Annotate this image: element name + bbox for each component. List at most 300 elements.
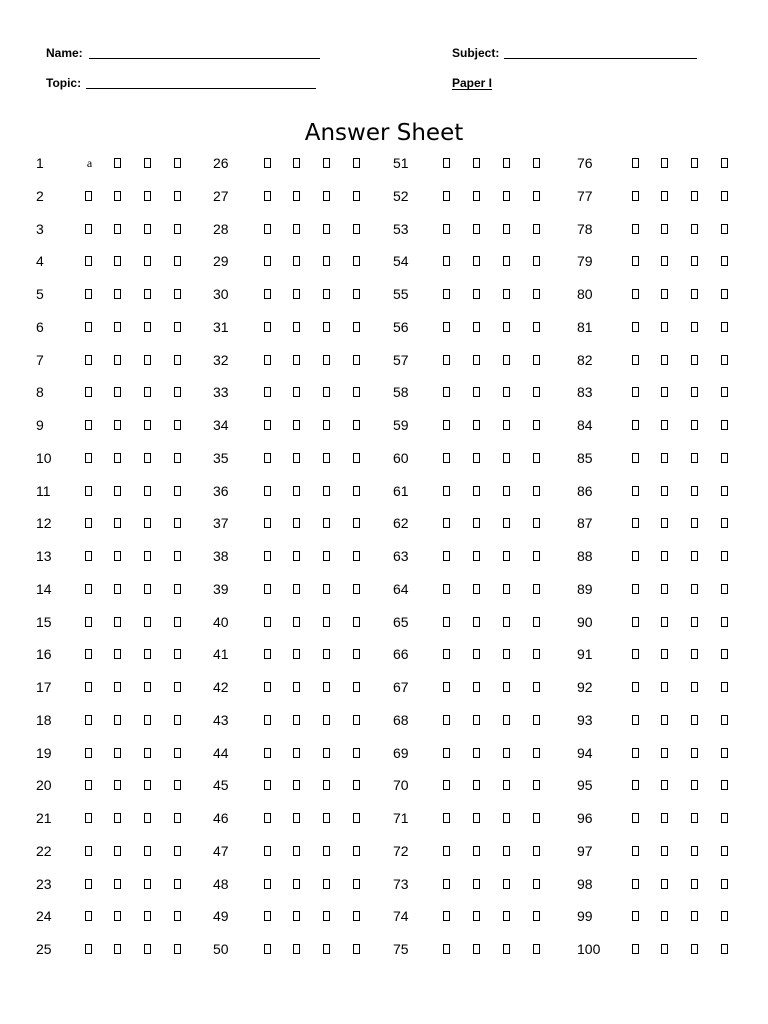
answer-option-box[interactable] [293, 486, 300, 496]
answer-option-box[interactable] [691, 813, 698, 823]
answer-option-box[interactable] [661, 584, 668, 594]
answer-option-box[interactable] [353, 780, 360, 790]
answer-option-box[interactable] [174, 911, 181, 921]
answer-option-box[interactable] [721, 453, 728, 463]
answer-option-box[interactable] [473, 224, 480, 234]
answer-option-box[interactable] [353, 256, 360, 266]
answer-option-box[interactable] [174, 355, 181, 365]
answer-option-box[interactable] [443, 453, 450, 463]
answer-option-box[interactable] [114, 355, 121, 365]
answer-option-box[interactable] [144, 879, 151, 889]
answer-option-box[interactable] [144, 420, 151, 430]
answer-option-box[interactable] [533, 322, 540, 332]
answer-option-box[interactable] [293, 748, 300, 758]
answer-option-box[interactable] [323, 911, 330, 921]
answer-option-box[interactable] [661, 289, 668, 299]
answer-option-box[interactable] [533, 584, 540, 594]
answer-option-box[interactable] [473, 486, 480, 496]
answer-option-box[interactable] [533, 551, 540, 561]
answer-option-box[interactable] [323, 649, 330, 659]
answer-option-box[interactable] [473, 551, 480, 561]
answer-option-box[interactable] [174, 322, 181, 332]
answer-option-box[interactable] [443, 518, 450, 528]
answer-option-box[interactable] [533, 387, 540, 397]
answer-option-box[interactable] [661, 682, 668, 692]
answer-option-box[interactable] [114, 813, 121, 823]
marked-answer[interactable]: a [86, 156, 93, 170]
answer-option-box[interactable] [264, 911, 271, 921]
answer-option-box[interactable] [721, 649, 728, 659]
answer-option-box[interactable] [632, 355, 639, 365]
answer-option-box[interactable] [443, 322, 450, 332]
answer-option-box[interactable] [503, 486, 510, 496]
answer-option-box[interactable] [632, 944, 639, 954]
answer-option-box[interactable] [691, 715, 698, 725]
answer-option-box[interactable] [632, 518, 639, 528]
answer-option-box[interactable] [443, 224, 450, 234]
answer-option-box[interactable] [503, 551, 510, 561]
answer-option-box[interactable] [144, 617, 151, 627]
answer-option-box[interactable] [473, 158, 480, 168]
answer-option-box[interactable] [473, 682, 480, 692]
answer-option-box[interactable] [691, 748, 698, 758]
answer-option-box[interactable] [691, 355, 698, 365]
answer-option-box[interactable] [85, 420, 92, 430]
answer-option-box[interactable] [632, 322, 639, 332]
answer-option-box[interactable] [473, 322, 480, 332]
answer-option-box[interactable] [293, 944, 300, 954]
answer-option-box[interactable] [293, 879, 300, 889]
answer-option-box[interactable] [721, 879, 728, 889]
answer-option-box[interactable] [661, 551, 668, 561]
answer-option-box[interactable] [503, 453, 510, 463]
answer-option-box[interactable] [114, 715, 121, 725]
answer-option-box[interactable] [293, 224, 300, 234]
answer-option-box[interactable] [144, 289, 151, 299]
answer-option-box[interactable] [144, 649, 151, 659]
answer-option-box[interactable] [691, 879, 698, 889]
answer-option-box[interactable] [264, 289, 271, 299]
answer-option-box[interactable] [443, 649, 450, 659]
answer-option-box[interactable] [533, 289, 540, 299]
answer-option-box[interactable] [721, 584, 728, 594]
answer-option-box[interactable] [174, 584, 181, 594]
answer-option-box[interactable] [264, 158, 271, 168]
answer-option-box[interactable] [114, 453, 121, 463]
answer-option-box[interactable] [144, 256, 151, 266]
answer-option-box[interactable] [174, 649, 181, 659]
answer-option-box[interactable] [661, 486, 668, 496]
answer-option-box[interactable] [632, 584, 639, 594]
answer-option-box[interactable] [174, 420, 181, 430]
answer-option-box[interactable] [503, 813, 510, 823]
answer-option-box[interactable] [114, 289, 121, 299]
answer-option-box[interactable] [691, 387, 698, 397]
answer-option-box[interactable] [503, 649, 510, 659]
answer-option-box[interactable] [114, 780, 121, 790]
answer-option-box[interactable] [293, 813, 300, 823]
answer-option-box[interactable] [174, 191, 181, 201]
answer-option-box[interactable] [174, 158, 181, 168]
answer-option-box[interactable] [85, 813, 92, 823]
answer-option-box[interactable] [114, 584, 121, 594]
answer-option-box[interactable] [293, 649, 300, 659]
answer-option-box[interactable] [533, 224, 540, 234]
answer-option-box[interactable] [323, 518, 330, 528]
answer-option-box[interactable] [85, 518, 92, 528]
answer-option-box[interactable] [533, 879, 540, 889]
answer-option-box[interactable] [353, 387, 360, 397]
answer-option-box[interactable] [632, 748, 639, 758]
answer-option-box[interactable] [473, 191, 480, 201]
answer-option-box[interactable] [691, 551, 698, 561]
answer-option-box[interactable] [323, 486, 330, 496]
answer-option-box[interactable] [632, 879, 639, 889]
answer-option-box[interactable] [174, 387, 181, 397]
answer-option-box[interactable] [144, 551, 151, 561]
answer-option-box[interactable] [144, 518, 151, 528]
answer-option-box[interactable] [174, 944, 181, 954]
answer-option-box[interactable] [691, 846, 698, 856]
answer-option-box[interactable] [503, 944, 510, 954]
answer-option-box[interactable] [443, 748, 450, 758]
answer-option-box[interactable] [174, 682, 181, 692]
answer-option-box[interactable] [473, 289, 480, 299]
answer-option-box[interactable] [85, 224, 92, 234]
answer-option-box[interactable] [691, 584, 698, 594]
answer-option-box[interactable] [174, 551, 181, 561]
answer-option-box[interactable] [473, 944, 480, 954]
answer-option-box[interactable] [661, 944, 668, 954]
answer-option-box[interactable] [721, 355, 728, 365]
answer-option-box[interactable] [323, 748, 330, 758]
answer-option-box[interactable] [721, 780, 728, 790]
answer-option-box[interactable] [323, 846, 330, 856]
answer-option-box[interactable] [264, 617, 271, 627]
answer-option-box[interactable] [353, 911, 360, 921]
answer-option-box[interactable] [264, 649, 271, 659]
answer-option-box[interactable] [114, 322, 121, 332]
answer-option-box[interactable] [632, 453, 639, 463]
answer-option-box[interactable] [533, 158, 540, 168]
answer-option-box[interactable] [443, 617, 450, 627]
answer-option-box[interactable] [473, 879, 480, 889]
answer-option-box[interactable] [443, 355, 450, 365]
answer-option-box[interactable] [632, 846, 639, 856]
answer-option-box[interactable] [323, 191, 330, 201]
answer-option-box[interactable] [533, 617, 540, 627]
answer-option-box[interactable] [323, 224, 330, 234]
answer-option-box[interactable] [533, 682, 540, 692]
answer-option-box[interactable] [533, 911, 540, 921]
answer-option-box[interactable] [144, 355, 151, 365]
answer-option-box[interactable] [661, 715, 668, 725]
answer-option-box[interactable] [632, 617, 639, 627]
answer-option-box[interactable] [443, 846, 450, 856]
answer-option-box[interactable] [114, 944, 121, 954]
answer-option-box[interactable] [323, 584, 330, 594]
answer-option-box[interactable] [661, 649, 668, 659]
answer-option-box[interactable] [114, 158, 121, 168]
answer-option-box[interactable] [691, 780, 698, 790]
answer-option-box[interactable] [721, 289, 728, 299]
answer-option-box[interactable] [174, 813, 181, 823]
answer-option-box[interactable] [721, 322, 728, 332]
answer-option-box[interactable] [661, 256, 668, 266]
answer-option-box[interactable] [264, 322, 271, 332]
answer-option-box[interactable] [85, 289, 92, 299]
answer-option-box[interactable] [114, 387, 121, 397]
answer-option-box[interactable] [443, 879, 450, 889]
answer-option-box[interactable] [353, 813, 360, 823]
answer-option-box[interactable] [721, 748, 728, 758]
answer-option-box[interactable] [661, 453, 668, 463]
answer-option-box[interactable] [85, 322, 92, 332]
answer-option-box[interactable] [174, 224, 181, 234]
answer-option-box[interactable] [264, 584, 271, 594]
answer-option-box[interactable] [533, 355, 540, 365]
answer-option-box[interactable] [721, 846, 728, 856]
answer-option-box[interactable] [661, 617, 668, 627]
answer-option-box[interactable] [293, 551, 300, 561]
answer-option-box[interactable] [661, 879, 668, 889]
answer-option-box[interactable] [174, 748, 181, 758]
answer-option-box[interactable] [661, 355, 668, 365]
answer-option-box[interactable] [353, 748, 360, 758]
answer-option-box[interactable] [144, 322, 151, 332]
answer-option-box[interactable] [144, 486, 151, 496]
answer-option-box[interactable] [293, 715, 300, 725]
answer-option-box[interactable] [144, 846, 151, 856]
answer-option-box[interactable] [443, 715, 450, 725]
answer-option-box[interactable] [503, 584, 510, 594]
answer-option-box[interactable] [293, 158, 300, 168]
answer-option-box[interactable] [503, 256, 510, 266]
answer-option-box[interactable] [632, 911, 639, 921]
answer-option-box[interactable] [323, 355, 330, 365]
answer-option-box[interactable] [632, 682, 639, 692]
answer-option-box[interactable] [323, 551, 330, 561]
answer-option-box[interactable] [473, 911, 480, 921]
answer-option-box[interactable] [144, 911, 151, 921]
answer-option-box[interactable] [503, 780, 510, 790]
answer-option-box[interactable] [144, 748, 151, 758]
answer-option-box[interactable] [353, 486, 360, 496]
answer-option-box[interactable] [721, 911, 728, 921]
answer-option-box[interactable] [144, 813, 151, 823]
answer-option-box[interactable] [174, 879, 181, 889]
answer-option-box[interactable] [293, 617, 300, 627]
answer-option-box[interactable] [721, 551, 728, 561]
answer-option-box[interactable] [691, 256, 698, 266]
answer-option-box[interactable] [661, 911, 668, 921]
answer-option-box[interactable] [661, 224, 668, 234]
answer-option-box[interactable] [533, 715, 540, 725]
answer-option-box[interactable] [721, 682, 728, 692]
answer-option-box[interactable] [632, 420, 639, 430]
answer-option-box[interactable] [632, 387, 639, 397]
answer-option-box[interactable] [353, 518, 360, 528]
answer-option-box[interactable] [721, 387, 728, 397]
answer-option-box[interactable] [293, 584, 300, 594]
answer-option-box[interactable] [473, 748, 480, 758]
answer-option-box[interactable] [443, 584, 450, 594]
answer-option-box[interactable] [353, 224, 360, 234]
answer-option-box[interactable] [503, 617, 510, 627]
answer-option-box[interactable] [473, 256, 480, 266]
answer-option-box[interactable] [632, 551, 639, 561]
answer-option-box[interactable] [503, 748, 510, 758]
answer-option-box[interactable] [144, 584, 151, 594]
answer-option-box[interactable] [114, 486, 121, 496]
answer-option-box[interactable] [293, 289, 300, 299]
answer-option-box[interactable] [353, 191, 360, 201]
answer-option-box[interactable] [533, 944, 540, 954]
answer-option-box[interactable] [533, 486, 540, 496]
answer-option-box[interactable] [323, 780, 330, 790]
answer-option-box[interactable] [533, 649, 540, 659]
answer-option-box[interactable] [323, 944, 330, 954]
answer-option-box[interactable] [264, 224, 271, 234]
answer-option-box[interactable] [114, 617, 121, 627]
answer-option-box[interactable] [503, 387, 510, 397]
answer-option-box[interactable] [632, 158, 639, 168]
answer-option-box[interactable] [293, 518, 300, 528]
answer-option-box[interactable] [473, 813, 480, 823]
answer-option-box[interactable] [144, 682, 151, 692]
answer-option-box[interactable] [721, 420, 728, 430]
answer-option-box[interactable] [632, 256, 639, 266]
answer-option-box[interactable] [443, 551, 450, 561]
answer-option-box[interactable] [503, 289, 510, 299]
answer-option-box[interactable] [661, 518, 668, 528]
answer-option-box[interactable] [661, 158, 668, 168]
answer-option-box[interactable] [443, 813, 450, 823]
answer-option-box[interactable] [323, 453, 330, 463]
answer-option-box[interactable] [264, 748, 271, 758]
answer-option-box[interactable] [264, 355, 271, 365]
answer-option-box[interactable] [114, 518, 121, 528]
answer-option-box[interactable] [264, 813, 271, 823]
answer-option-box[interactable] [632, 289, 639, 299]
answer-option-box[interactable] [661, 420, 668, 430]
answer-option-box[interactable] [721, 224, 728, 234]
answer-option-box[interactable] [293, 453, 300, 463]
answer-option-box[interactable] [691, 617, 698, 627]
answer-option-box[interactable] [293, 322, 300, 332]
answer-option-box[interactable] [721, 813, 728, 823]
answer-option-box[interactable] [721, 617, 728, 627]
answer-option-box[interactable] [473, 355, 480, 365]
answer-option-box[interactable] [114, 846, 121, 856]
answer-option-box[interactable] [114, 551, 121, 561]
answer-option-box[interactable] [85, 453, 92, 463]
answer-option-box[interactable] [264, 715, 271, 725]
answer-option-box[interactable] [721, 256, 728, 266]
answer-option-box[interactable] [323, 682, 330, 692]
answer-option-box[interactable] [632, 191, 639, 201]
answer-option-box[interactable] [691, 649, 698, 659]
answer-option-box[interactable] [353, 846, 360, 856]
answer-option-box[interactable] [353, 322, 360, 332]
answer-option-box[interactable] [85, 584, 92, 594]
answer-option-box[interactable] [473, 584, 480, 594]
answer-option-box[interactable] [85, 649, 92, 659]
answer-option-box[interactable] [144, 224, 151, 234]
answer-option-box[interactable] [264, 486, 271, 496]
answer-option-box[interactable] [533, 748, 540, 758]
answer-option-box[interactable] [691, 944, 698, 954]
answer-option-box[interactable] [503, 846, 510, 856]
answer-option-box[interactable] [323, 387, 330, 397]
answer-option-box[interactable] [533, 420, 540, 430]
answer-option-box[interactable] [264, 551, 271, 561]
answer-option-box[interactable] [114, 191, 121, 201]
answer-option-box[interactable] [691, 453, 698, 463]
answer-option-box[interactable] [293, 682, 300, 692]
answer-option-box[interactable] [264, 518, 271, 528]
answer-option-box[interactable] [114, 748, 121, 758]
answer-option-box[interactable] [264, 453, 271, 463]
answer-option-box[interactable] [85, 617, 92, 627]
answer-option-box[interactable] [473, 846, 480, 856]
answer-option-box[interactable] [691, 682, 698, 692]
answer-option-box[interactable] [293, 256, 300, 266]
answer-option-box[interactable] [721, 191, 728, 201]
answer-option-box[interactable] [353, 617, 360, 627]
answer-option-box[interactable] [114, 911, 121, 921]
answer-option-box[interactable] [85, 748, 92, 758]
answer-option-box[interactable] [503, 191, 510, 201]
answer-option-box[interactable] [503, 355, 510, 365]
answer-option-box[interactable] [264, 387, 271, 397]
answer-option-box[interactable] [661, 813, 668, 823]
answer-option-box[interactable] [473, 420, 480, 430]
answer-option-box[interactable] [353, 420, 360, 430]
answer-option-box[interactable] [533, 191, 540, 201]
answer-option-box[interactable] [473, 649, 480, 659]
answer-option-box[interactable] [661, 387, 668, 397]
answer-option-box[interactable] [533, 256, 540, 266]
answer-option-box[interactable] [632, 224, 639, 234]
answer-option-box[interactable] [533, 518, 540, 528]
answer-option-box[interactable] [691, 289, 698, 299]
answer-option-box[interactable] [264, 846, 271, 856]
answer-option-box[interactable] [174, 617, 181, 627]
answer-option-box[interactable] [503, 911, 510, 921]
answer-option-box[interactable] [473, 780, 480, 790]
answer-option-box[interactable] [85, 551, 92, 561]
answer-option-box[interactable] [114, 420, 121, 430]
answer-option-box[interactable] [443, 289, 450, 299]
answer-option-box[interactable] [661, 191, 668, 201]
answer-option-box[interactable] [661, 780, 668, 790]
answer-option-box[interactable] [264, 682, 271, 692]
answer-option-box[interactable] [353, 158, 360, 168]
answer-option-box[interactable] [473, 617, 480, 627]
answer-option-box[interactable] [473, 518, 480, 528]
answer-option-box[interactable] [443, 486, 450, 496]
answer-option-box[interactable] [323, 813, 330, 823]
answer-option-box[interactable] [691, 191, 698, 201]
answer-option-box[interactable] [721, 486, 728, 496]
answer-option-box[interactable] [293, 355, 300, 365]
answer-option-box[interactable] [114, 256, 121, 266]
answer-option-box[interactable] [473, 387, 480, 397]
answer-option-box[interactable] [144, 158, 151, 168]
answer-option-box[interactable] [353, 355, 360, 365]
answer-option-box[interactable] [174, 518, 181, 528]
